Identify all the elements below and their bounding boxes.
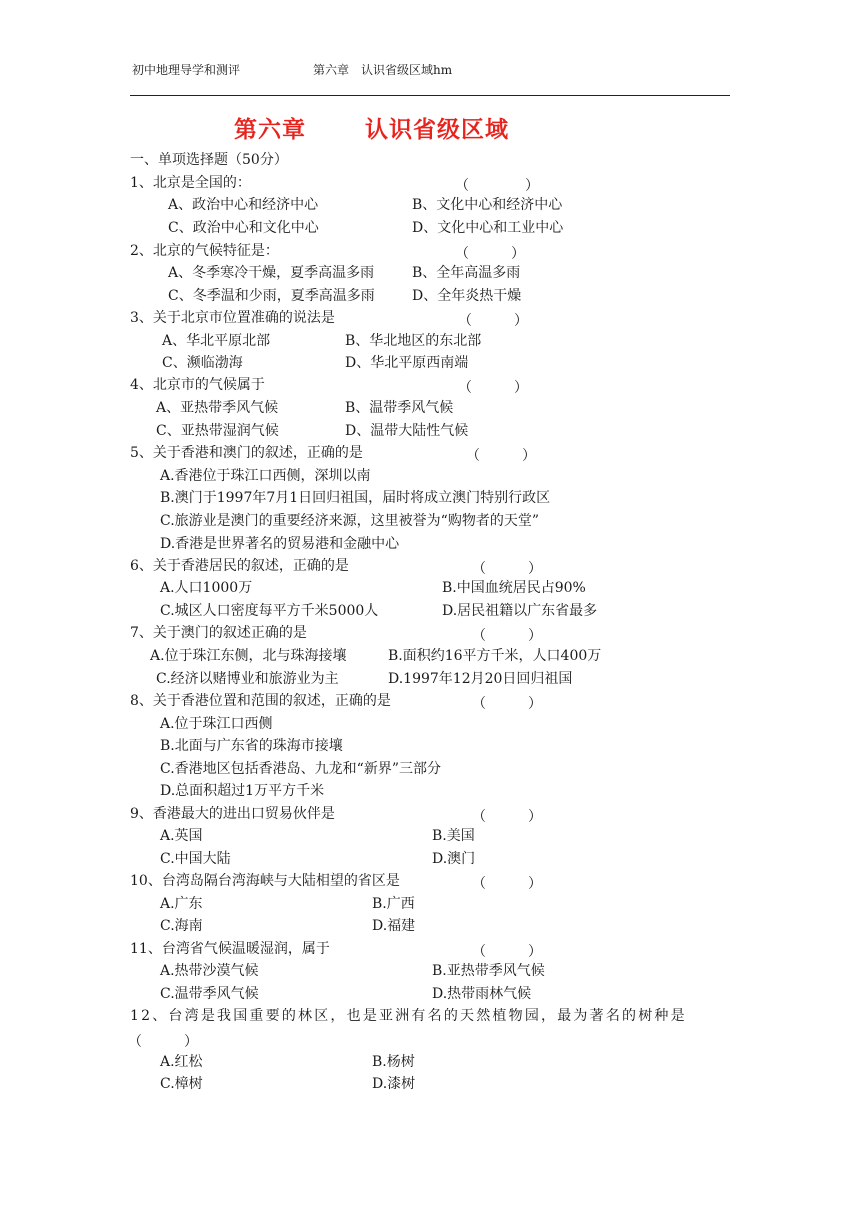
option-d: D.福建 [372,918,416,934]
option-a: A.英国 [160,828,203,844]
option-c: C、政治中心和文化中心 [168,220,319,236]
option-b: B.杨树 [372,1054,415,1070]
answer-blank[interactable]: （ ） [458,313,528,329]
option-b: B.亚热带季风气候 [432,963,545,979]
answer-blank[interactable]: （ ） [472,809,542,825]
option-c: C.城区人口密度每平方千米5000人 [160,603,379,619]
answer-blank[interactable]: （ ） [455,246,525,262]
answer-blank[interactable]: （ ） [472,944,542,960]
option-c: C.经济以赌博业和旅游业为主 [156,671,339,687]
question-stem: 3、关于北京市位置准确的说法是 [130,310,335,326]
option-a: A.位于珠江东侧，北与珠海接壤 [150,648,347,664]
section-heading: 一、单项选择题（50分） [130,152,288,168]
option-b: B.澳门于1997年7月1日回归祖国，届时将成立澳门特别行政区 [160,490,551,506]
option-d: D、华北平原西南端 [345,355,469,371]
answer-blank[interactable]: （ ） [128,1034,198,1050]
option-a: A.位于珠江口西侧 [160,716,273,732]
answer-blank[interactable]: （ ） [472,628,542,644]
option-b: B、全年高温多雨 [412,265,521,281]
question-stem: 7、关于澳门的叙述正确的是 [130,625,307,641]
question-stem: 9、香港最大的进出口贸易伙伴是 [130,806,335,822]
answer-blank[interactable]: （ ） [455,178,539,194]
option-b: B.北面与广东省的珠海市接壤 [160,738,343,754]
option-d: D.热带雨林气候 [432,986,532,1002]
option-d: D.总面积超过1万平方千米 [160,783,325,799]
option-d: D、温带大陆性气候 [345,423,469,439]
option-a: A、冬季寒冷干燥，夏季高温多雨 [168,265,375,281]
header-rule [130,95,730,96]
question-stem: 10、台湾岛隔台湾海峡与大陆相望的省区是 [130,873,400,889]
option-b: B.美国 [432,828,475,844]
option-a: A、政治中心和经济中心 [168,197,319,213]
option-c: C.樟树 [160,1076,203,1092]
option-c: C.中国大陆 [160,851,231,867]
option-b: B.广西 [372,896,415,912]
option-b: B、温带季风气候 [345,400,454,416]
question-stem: 11、台湾省气候温暖湿润，属于 [130,941,330,957]
option-d: D.澳门 [432,851,476,867]
option-c: C.旅游业是澳门的重要经济来源，这里被誉为“购物者的天堂” [160,513,539,529]
option-b: B、文化中心和经济中心 [412,197,563,213]
option-c: C、亚热带湿润气候 [156,423,279,439]
option-d: D.漆树 [372,1076,416,1092]
chapter-number: 第六章 [234,117,306,143]
running-header-right: 第六章 认识省级区域hm [313,63,453,77]
answer-blank[interactable]: （ ） [458,380,528,396]
option-d: D、全年炎热干燥 [412,288,522,304]
question-stem: 8、关于香港位置和范围的叙述，正确的是 [130,693,391,709]
option-c: C.海南 [160,918,203,934]
option-a: A.香港位于珠江口西侧，深圳以南 [160,468,371,484]
question-stem: 1、北京是全国的： [130,175,251,191]
answer-blank[interactable]: （ ） [472,696,542,712]
option-a: A.广东 [160,896,203,912]
answer-blank[interactable]: （ ） [466,448,536,464]
question-stem: 6、关于香港居民的叙述，正确的是 [130,558,349,574]
option-c: C.温带季风气候 [160,986,259,1002]
option-b: B.中国血统居民占90% [442,580,586,596]
option-c: C、冬季温和少雨，夏季高温多雨 [168,288,375,304]
option-b: B.面积约16平方千米，人口400万 [388,648,602,664]
answer-blank[interactable]: （ ） [472,876,542,892]
question-stem: 4、北京市的气候属于 [130,377,265,393]
option-d: D.1997年12月20日回归祖国 [388,671,573,687]
answer-blank[interactable]: （ ） [472,561,542,577]
question-stem: 5、关于香港和澳门的叙述，正确的是 [130,445,363,461]
option-d: D、文化中心和工业中心 [412,220,564,236]
chapter-title: 认识省级区域 [365,117,509,143]
running-header-left: 初中地理导学和测评 [132,63,241,77]
option-c: C、濒临渤海 [162,355,243,371]
option-d: D.香港是世界著名的贸易港和金融中心 [160,536,400,552]
option-a: A.红松 [160,1054,203,1070]
option-d: D.居民祖籍以广东省最多 [442,603,598,619]
question-stem: 12、台湾是我国重要的林区，也是亚洲有名的天然植物园，最为著名的树种是 [130,1008,687,1024]
option-a: A、华北平原北部 [162,333,271,349]
option-a: A.热带沙漠气候 [160,963,259,979]
option-b: B、华北地区的东北部 [345,333,482,349]
option-a: A、亚热带季风气候 [156,400,279,416]
option-c: C.香港地区包括香港岛、九龙和“新界”三部分 [160,761,441,777]
option-a: A.人口1000万 [160,580,253,596]
question-stem: 2、北京的气候特征是： [130,243,279,259]
